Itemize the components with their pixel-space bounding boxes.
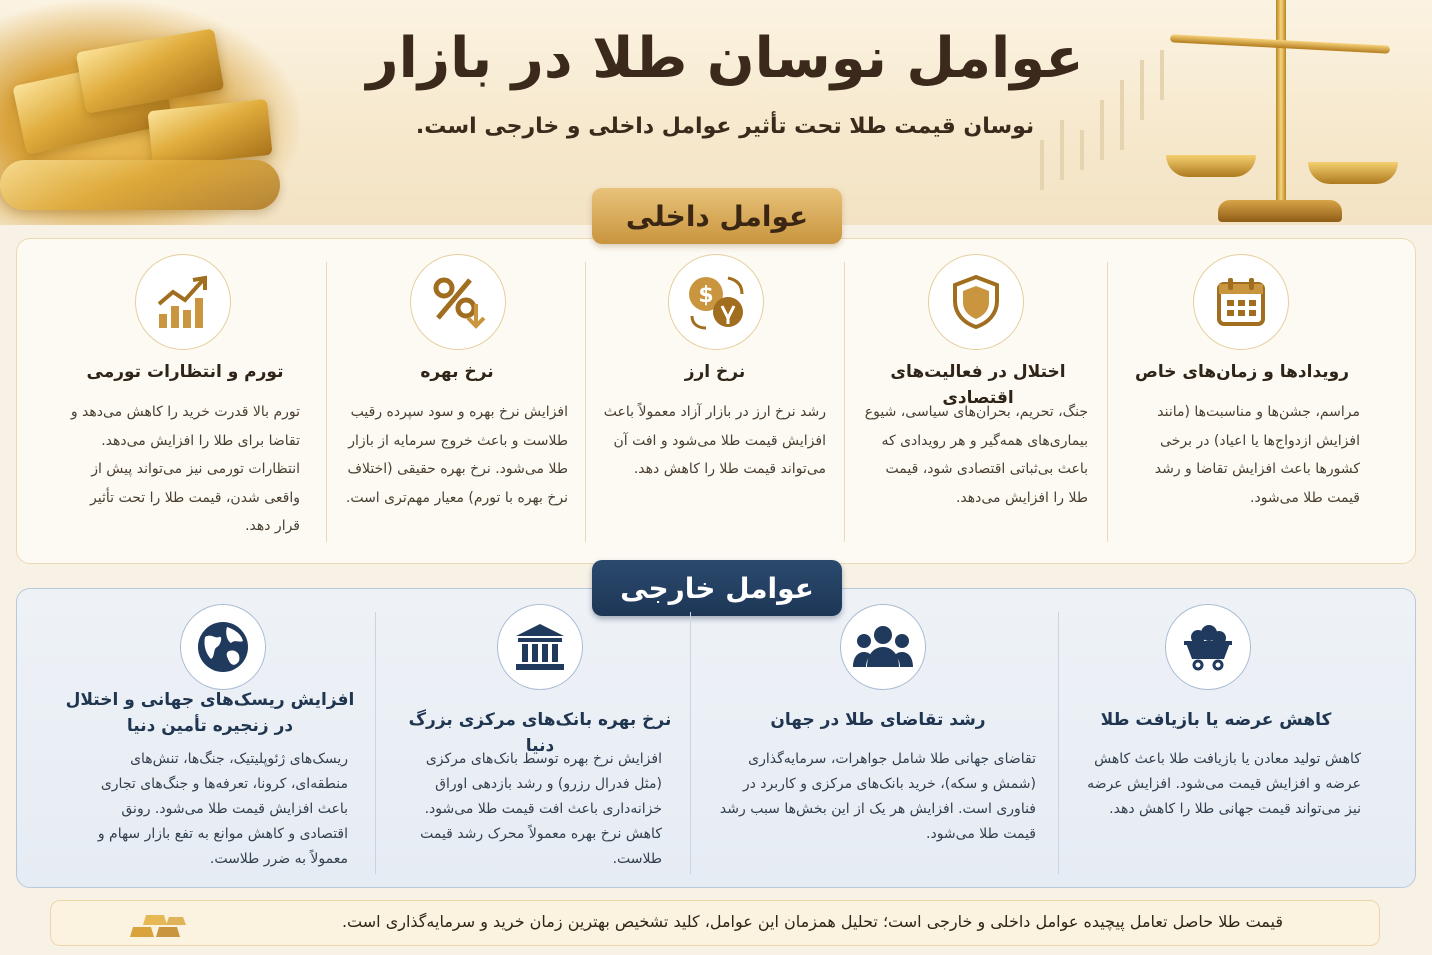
gold-jewelry-image [0,160,280,210]
card-title: نرخ ارز [684,362,746,382]
bank-icon [497,604,583,690]
column-divider [1058,612,1059,874]
card-text: کاهش تولید معادن یا بازیافت طلا باعث کاهش عرضه و افزایش قیمت می‌شود. افزایش عرضه نیز می‌تواند قیمت جهانی طلا را کاهش دهد. [1087,751,1361,817]
candlestick-decoration [1160,50,1164,100]
page-subtitle: نوسان قیمت طلا تحت تأثیر عوامل داخلی و خارجی است. [415,114,1035,139]
card-title: کاهش عرضه یا بازیافت طلا [1100,710,1332,730]
page-title: عوامل نوسان طلا در بازار [366,26,1084,91]
svg-text:$: $ [698,283,714,308]
card-title: اختلال در فعالیت‌های اقتصادی [890,362,1066,408]
growth-chart-icon [135,254,231,350]
card-title: نرخ بهره بانک‌های مرکزی بزرگ دنیا [408,710,672,756]
column-divider [585,262,586,542]
card-text: افزایش نرخ بهره توسط بانک‌های مرکزی (مثل فدرال رزرو) و رشد بازدهی اوراق خزانه‌داری باعث افت قیمت طلا می‌شود. کاهش نرخ بهره معمولاً محرک رشد قیمت طلاست. [420,751,662,867]
card-text: تورم بالا قدرت خرید را کاهش می‌دهد و تقاضا برای طلا را افزایش می‌دهد. انتظارات تورمی نیز می‌تواند پیش از واقعی شدن، قیمت طلا را تحت تأثیر قرار دهد. [70,404,300,534]
shield-icon [928,254,1024,350]
column-divider [690,612,691,874]
card-title: افزایش ریسک‌های جهانی و اختلال در زنجیره تأمین دنیا [65,690,355,736]
card-title: رشد تقاضای طلا در جهان [770,710,986,730]
footer-text: قیمت طلا حاصل تعامل پیچیده عوامل داخلی و خارجی است؛ تحلیل همزمان این عوامل، کلید تشخیص بهترین زمان خرید و سرمایه‌گذاری است. [341,912,1283,931]
external-factors-label: عوامل خارجی [592,560,842,616]
gold-bars-icon [129,909,187,939]
candlestick-decoration [1140,60,1144,120]
currency-exchange-icon [668,254,764,350]
column-divider [844,262,845,542]
calendar-icon [1193,254,1289,350]
candlestick-decoration [1100,100,1104,160]
scale-base [1218,200,1342,222]
card-text: جنگ، تحریم، بحران‌های سیاسی، شیوع بیماری‌های همه‌گیر و هر رویدادی که باعث بی‌ثباتی اقتصادی شود، قیمت طلا را افزایش می‌دهد. [864,404,1088,506]
column-divider [1107,262,1108,542]
column-divider [326,262,327,542]
card-text: افزایش نرخ بهره و سود سپرده رقیب طلاست و باعث خروج سرمایه از بازار طلا می‌شود. نرخ بهره حقیقی (اختلاف نرخ بهره با تورم) معیار مهم‌تری است. [345,404,568,506]
card-text: ریسک‌های ژئوپلیتیک، جنگ‌ها، تنش‌های منطقه‌ای، کرونا، تعرفه‌ها و جنگ‌های تجاری باعث افزایش قیمت طلا می‌شود. رونق اقتصادی و کاهش موانع به تفع بازار سهام و معمولاً به ضرر طلاست. [97,751,348,867]
footer-summary [50,900,1380,946]
mine-cart-icon [1165,604,1251,690]
candlestick-decoration [1120,80,1124,150]
card-title: رویدادها و زمان‌های خاص [1134,362,1350,382]
card-title: نرخ بهره [420,362,494,382]
internal-factors-label: عوامل داخلی [592,188,842,244]
percent-down-icon [410,254,506,350]
scale-pan-left [1166,155,1256,177]
column-divider [375,612,376,874]
people-icon [840,604,926,690]
globe-icon [180,604,266,690]
scale-pan-right [1308,162,1398,184]
candlestick-decoration [1040,140,1044,190]
scale-post [1276,0,1286,205]
card-text: رشد نرخ ارز در بازار آزاد معمولاً باعث افزایش قیمت طلا می‌شود و افت آن می‌تواند قیمت طلا را کاهش دهد. [603,404,826,477]
card-title: تورم و انتظارات تورمی [86,362,284,382]
card-text: تقاضای جهانی طلا شامل جواهرات، سرمایه‌گذاری (شمش و سکه)، خرید بانک‌های مرکزی و کاربرد در فناوری است. افزایش هر یک از این بخش‌ها سبب رشد قیمت طلا می‌شود. [719,751,1036,842]
card-text: مراسم، جشن‌ها و مناسبت‌ها (مانند افزایش ازدواج‌ها یا اعیاد) در برخی کشورها باعث افزایش تقاضا و رشد قیمت طلا می‌شود. [1154,404,1360,506]
